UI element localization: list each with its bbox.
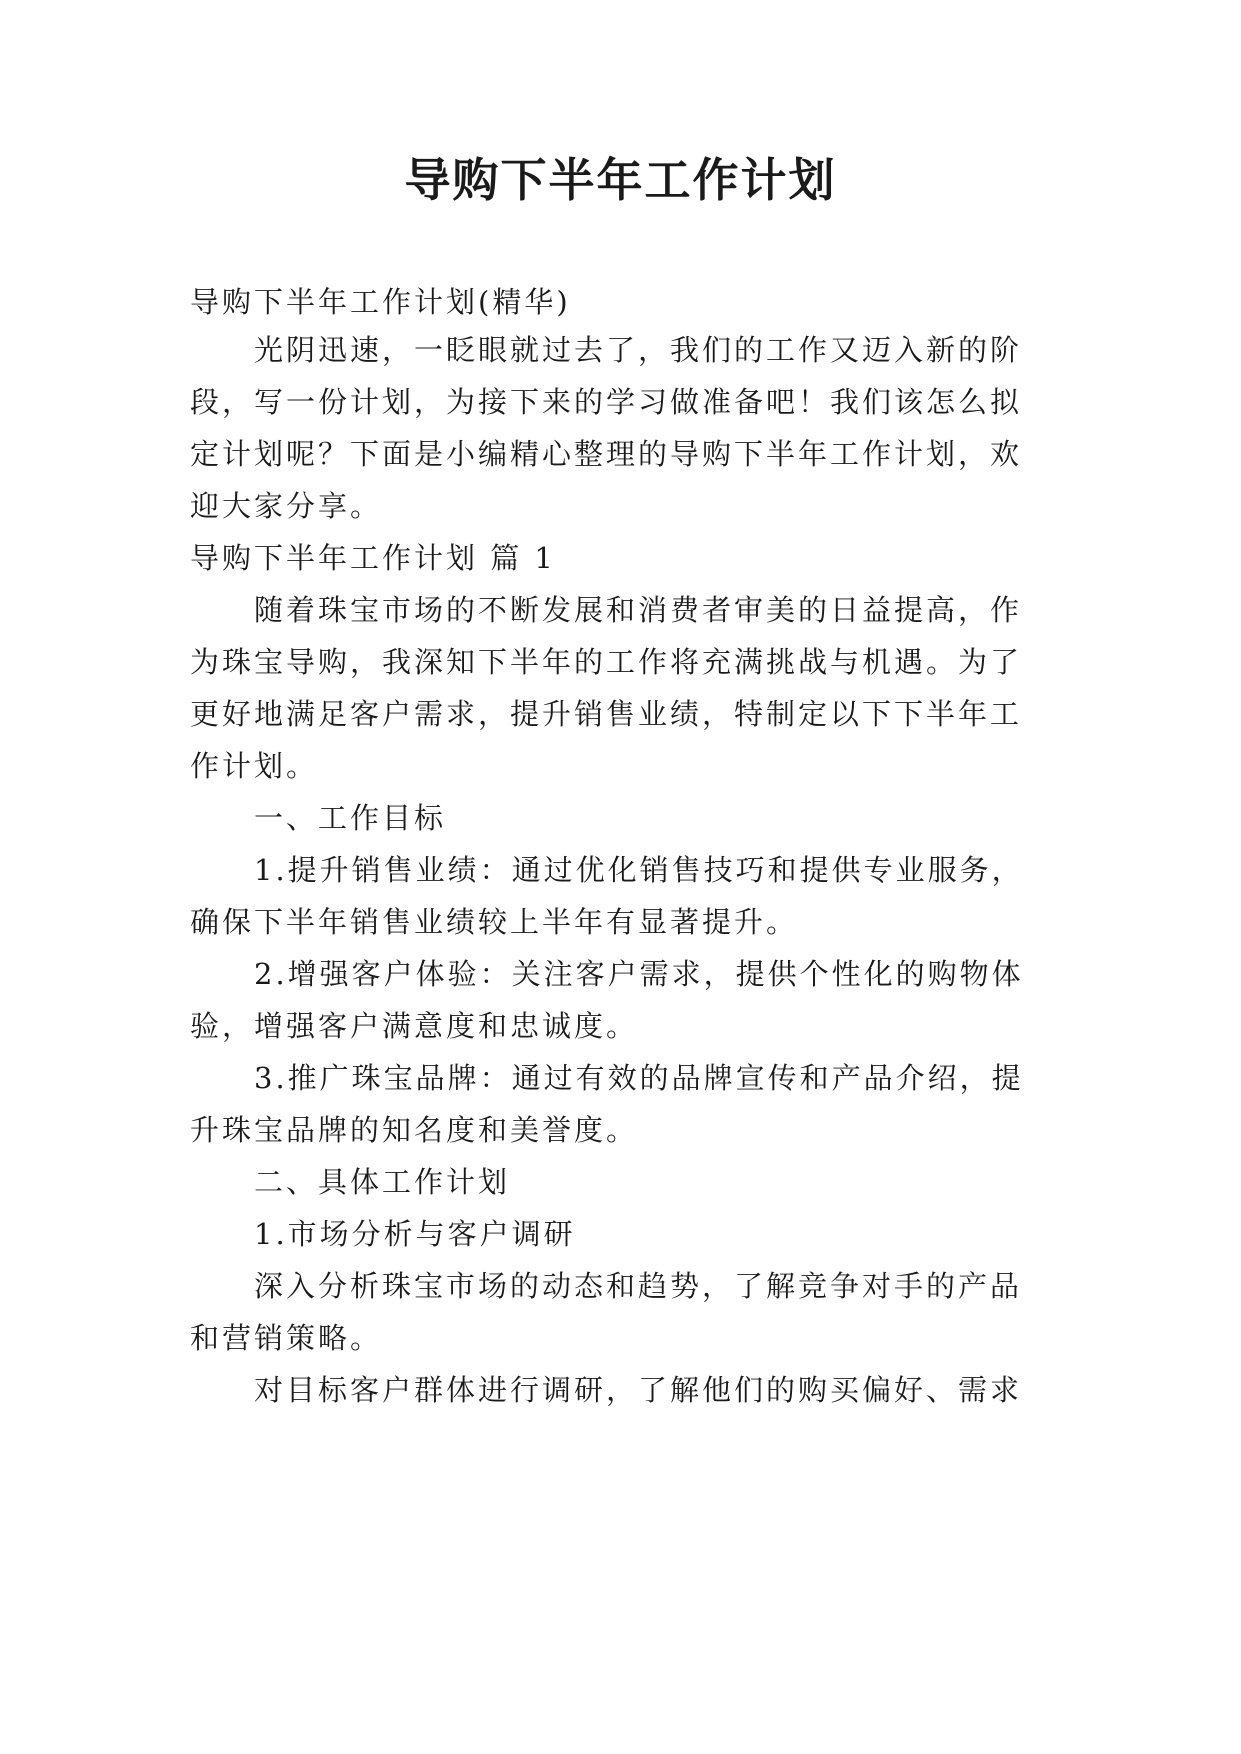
body-line: 和营销策略。 [190, 1321, 383, 1355]
body-line: 定计划呢？下面是小编精心整理的导购下半年工作计划，欢 [190, 437, 1023, 471]
body-line: 随着珠宝市场的不断发展和消费者审美的日益提高，作 [254, 593, 1023, 627]
body-line: 为珠宝导购，我深知下半年的工作将充满挑战与机遇。为了 [190, 645, 1023, 679]
list-item: 1.市场分析与客户调研 [254, 1217, 576, 1251]
body-line: 验，增强客户满意度和忠诚度。 [190, 1009, 639, 1043]
body-line: 深入分析珠宝市场的动态和趋势，了解竞争对手的产品 [254, 1269, 1023, 1303]
section-heading: 导购下半年工作计划 篇 1 [190, 541, 556, 575]
list-item: 2.增强客户体验：关注客户需求，提供个性化的购物体 [254, 957, 1024, 991]
section-heading: 二、具体工作计划 [254, 1165, 511, 1199]
body-line: 迎大家分享。 [190, 489, 383, 523]
body-line: 升珠宝品牌的知名度和美誉度。 [190, 1113, 639, 1147]
body-line: 确保下半年销售业绩较上半年有显著提升。 [190, 905, 799, 939]
body-line: 对目标客户群体进行调研，了解他们的购买偏好、需求 [254, 1373, 1023, 1407]
body-line: 作计划。 [190, 749, 319, 783]
section-heading: 一、工作目标 [254, 801, 447, 835]
body-line: 导购下半年工作计划(精华) [190, 285, 571, 319]
document-title: 导购下半年工作计划 [404, 153, 837, 207]
body-line: 光阴迅速，一眨眼就过去了，我们的工作又迈入新的阶 [254, 333, 1023, 367]
list-item: 1.提升销售业绩：通过优化销售技巧和提供专业服务， [254, 853, 1024, 887]
body-line: 段，写一份计划，为接下来的学习做准备吧！我们该怎么拟 [190, 385, 1023, 419]
list-item: 3.推广珠宝品牌：通过有效的品牌宣传和产品介绍，提 [254, 1061, 1024, 1095]
body-line: 更好地满足客户需求，提升销售业绩，特制定以下下半年工 [190, 697, 1023, 731]
